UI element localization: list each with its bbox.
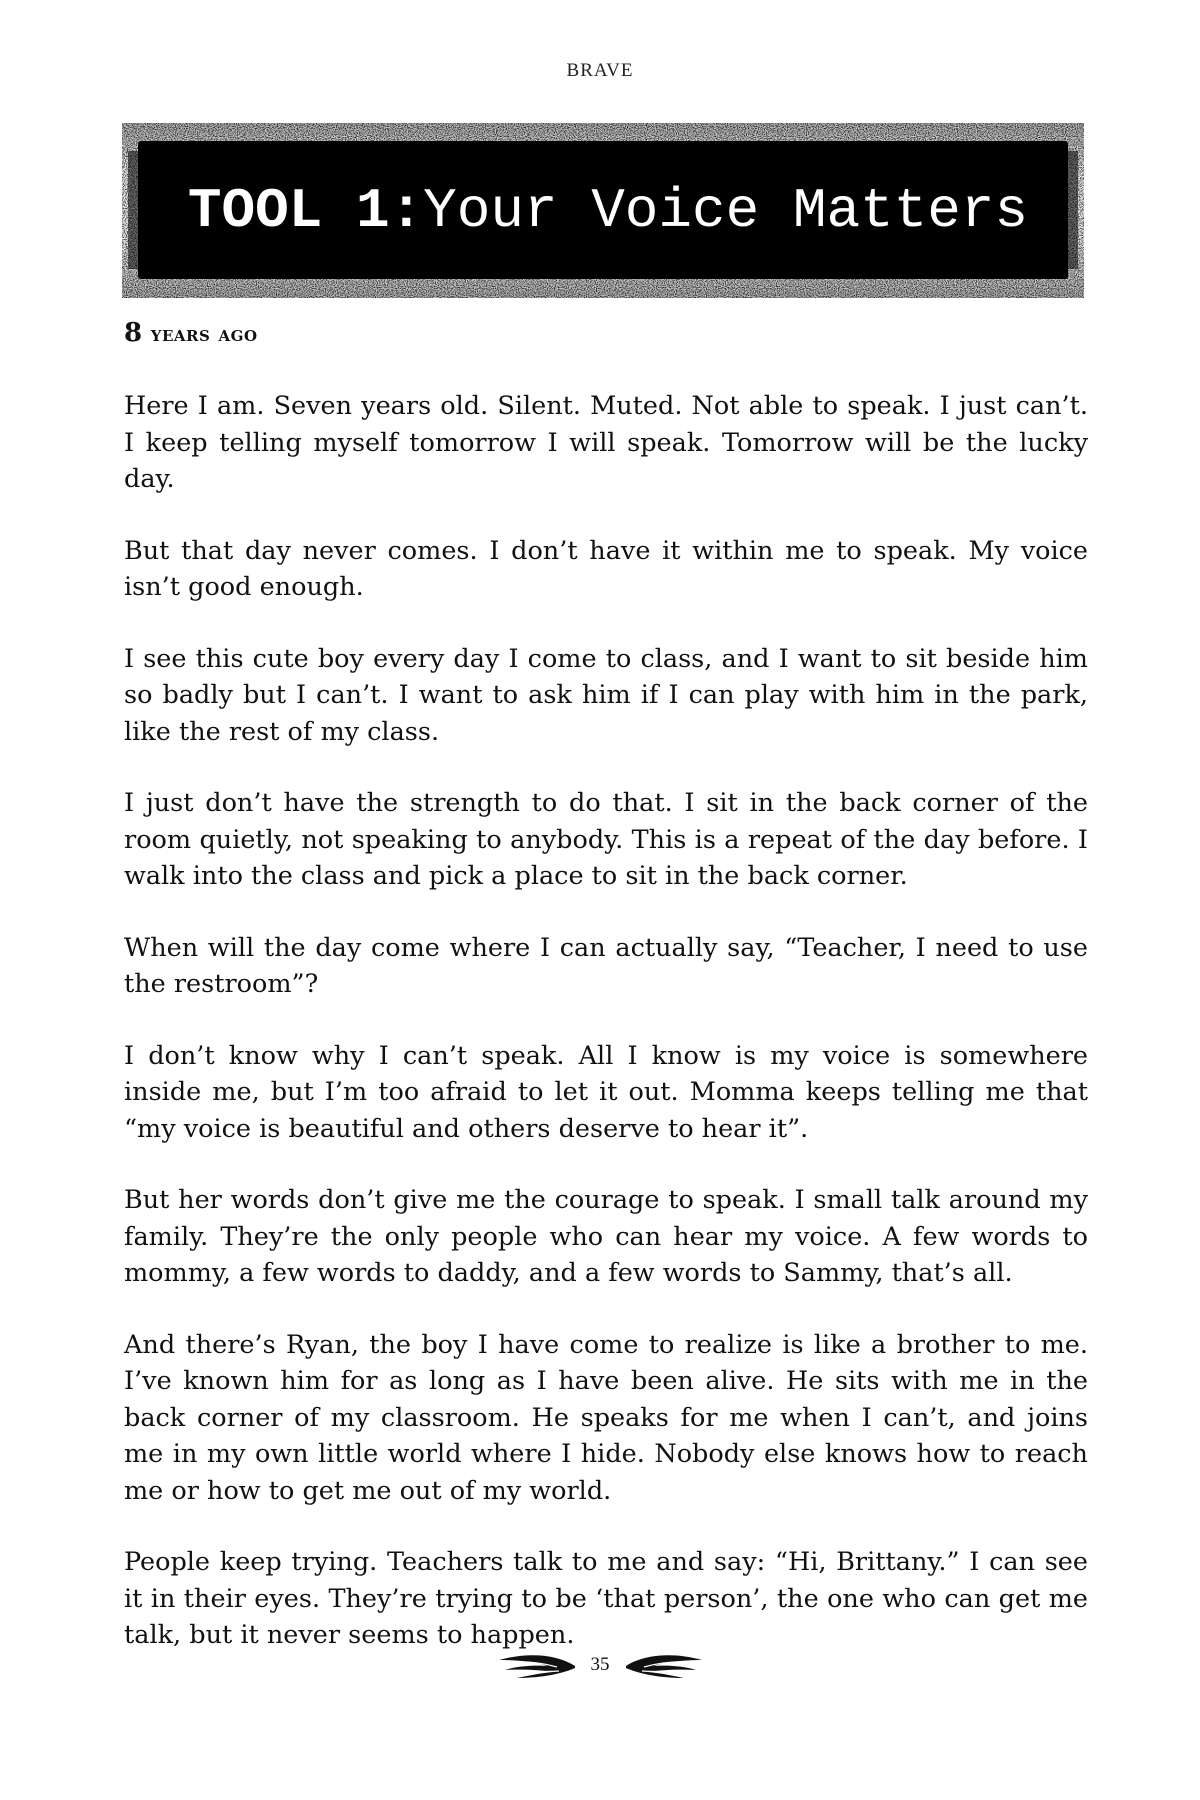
section-label: years ago <box>150 321 258 347</box>
chapter-banner <box>122 123 1084 298</box>
tool-number: TOOL 1: <box>187 178 424 243</box>
running-head: BRAVE <box>566 60 634 81</box>
paragraph: I don’t know why I can’t speak. All I know is my voice is somewhere inside me, but I’m too afraid to let it out. Momma keeps telling me that “my voice is beautiful and others deserve to hear it”. <box>124 1040 1088 1144</box>
paragraph: People keep trying. Teachers talk to me and say: “Hi, Brittany.” I can see it in their eyes. They’re trying to be ‘that person’, the one who can get me talk, but it never seems to happen. <box>124 1547 1088 1650</box>
section-heading <box>124 318 258 348</box>
paragraph: Here I am. Seven years old. Silent. Muted. Not able to speak. I just can’t. I keep telling myself tomorrow I will speak. Tomorrow will be the lucky day. <box>124 391 1088 494</box>
right-wing-ornament-icon <box>624 1650 704 1680</box>
paragraph: But that day never comes. I don’t have it within me to speak. My voice isn’t good enough. <box>124 535 1088 602</box>
left-wing-ornament-icon <box>497 1650 577 1680</box>
paragraph: I just don’t have the strength to do that. I sit in the back corner of the room quietly, not speaking to anybody. This is a repeat of the day before. I walk into the class and pick a place to sit in the back corner. <box>124 788 1088 891</box>
chapter-title <box>152 123 1064 298</box>
paragraph: I see this cute boy every day I come to class, and I want to sit beside him so badly but I can’t. I want to ask him if I can play with him in the park, like the rest of my class. <box>124 643 1088 747</box>
paragraph: When will the day come where I can actually say, “Teacher, I need to use the restroom”? <box>124 932 1088 999</box>
paragraph: But her words don’t give me the courage to speak. I small talk around my family. They’re the only people who can hear my voice. A few words to mommy, a few words to daddy, and a few words to Sammy, that’s all. <box>124 1185 1088 1288</box>
body-text <box>124 388 1088 1689</box>
page-footer <box>0 1650 1200 1680</box>
paragraph: And there’s Ryan, the boy I have come to realize is like a brother to me. I’ve known him for as long as I have been alive. He sits with me in the back corner of my classroom. He speaks for me when I can’t, and joins me in my own little world where I hide. Nobody else knows how to reach me or how to get me out of my world. <box>124 1329 1088 1506</box>
section-number: 8 <box>124 318 143 348</box>
tool-name: Your Voice Matters <box>423 178 1029 243</box>
page-number: 35 <box>590 1654 610 1675</box>
